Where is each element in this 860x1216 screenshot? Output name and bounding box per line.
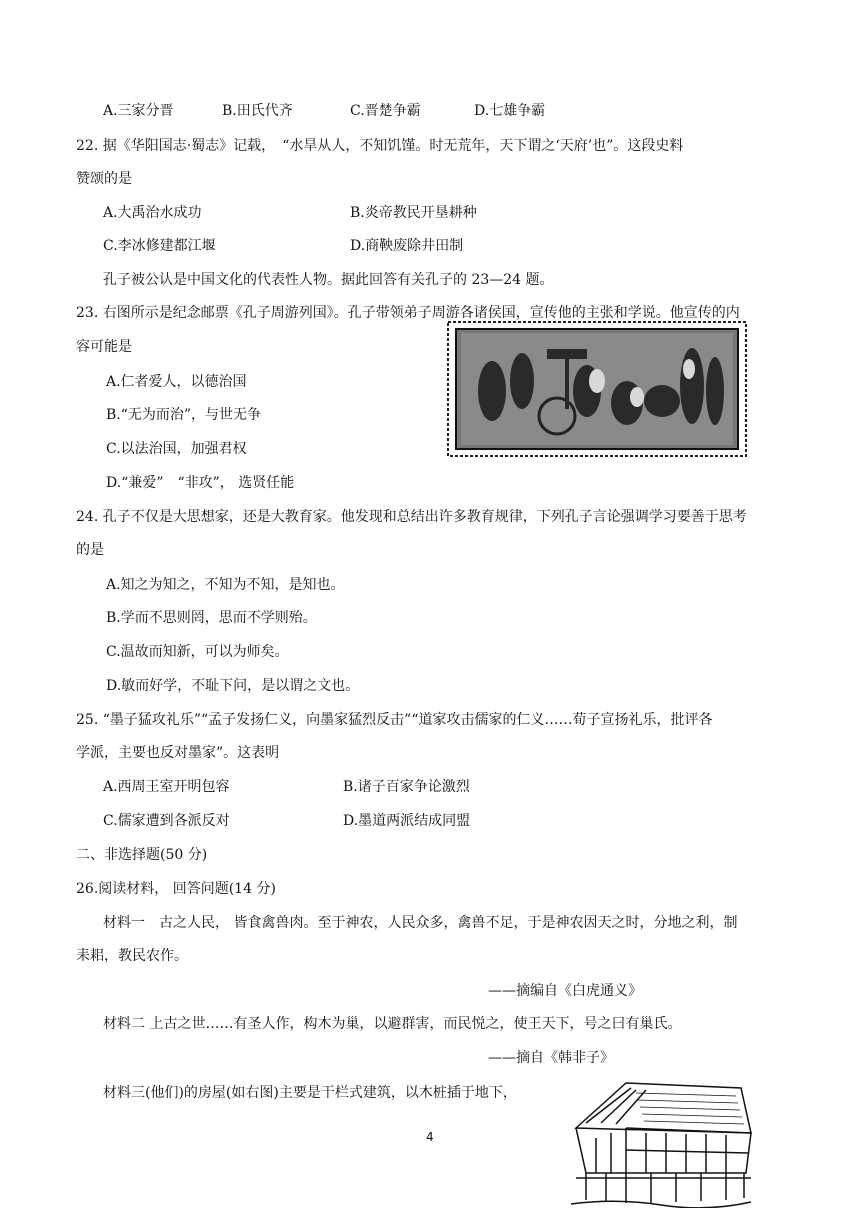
page-number: 4: [426, 1130, 434, 1144]
q26-material2-line1: 材料二 上古之世……有圣人作，构木为巢，以避群害，而民悦之，使王天下，号之曰有巢氏。: [103, 1016, 682, 1032]
q23-option-c: C.以法治国，加强君权: [106, 441, 247, 457]
q25-option-c: C.儒家遭到各派反对: [103, 813, 230, 829]
q26-material1-source: ——摘编自《白虎通义》: [488, 983, 642, 999]
q23-stem-line1: 23. 右图所示是纪念邮票《孔子周游列国》。孔子带领弟子周游各诸侯国，宣传他的主张和学说。他宣传的内: [76, 305, 740, 321]
q26-material2-source: ——摘自《韩非子》: [488, 1050, 614, 1066]
q24-option-a: A.知之为知之，不知为不知，是知也。: [106, 577, 345, 593]
q22-option-b: B.炎帝教民开垦耕种: [350, 205, 477, 221]
confucius-stamp-image: [447, 321, 747, 457]
q25-stem-line2: 学派，主要也反对墨家”。这表明: [76, 745, 280, 761]
q23-option-d: D.“兼爱” “非攻”， 选贤任能: [106, 475, 295, 491]
q26-title: 26.阅读材料， 回答问题(14 分): [76, 881, 276, 897]
q23-option-a: A.仁者爱人，以德治国: [106, 374, 247, 390]
q21-option-d: D.七雄争霸: [474, 103, 546, 119]
q23-stem-line2: 容可能是: [76, 339, 132, 355]
q26-material1-line2: 耒耜，教民农作。: [76, 948, 188, 964]
q24-option-d: D.敏而好学，不耻下问，是以谓之文也。: [106, 678, 360, 694]
q21-option-a: A.三家分晋: [103, 103, 174, 119]
stilt-house-image: [566, 1078, 756, 1208]
intro-23-24: 孔子被公认是中国文化的代表性人物。据此回答有关孔子的 23—24 题。: [103, 272, 554, 288]
q24-option-c: C.温故而知新，可以为师矣。: [106, 644, 289, 660]
q24-stem-line1: 24. 孔子不仅是大思想家，还是大教育家。他发现和总结出许多教育规律，下列孔子言论强调学习要善于思考: [76, 509, 747, 525]
q22-option-d: D.商鞅废除井田制: [350, 238, 464, 254]
q21-option-b: B.田氏代齐: [222, 103, 293, 119]
q25-option-d: D.墨道两派结成同盟: [343, 813, 471, 829]
q22-stem-line2: 赞颂的是: [76, 171, 132, 187]
q22-stem-line1: 22. 据《华阳国志·蜀志》记载， “水旱从人，不知饥馑。时无荒年，天下谓之‘天府’也”。这段史料: [76, 138, 684, 154]
q22-option-a: A.大禹治水成功: [103, 205, 202, 221]
q25-option-a: A.西周王室开明包容: [103, 779, 230, 795]
section2-title: 二、非选择题(50 分): [76, 847, 208, 863]
q23-option-b: B.“无为而治”，与世无争: [106, 407, 262, 423]
q25-stem-line1: 25. “墨子猛攻礼乐”“孟子发扬仁义，向墨家猛烈反击”“道家攻击儒家的仁义……荀子宣扬礼乐，批评各: [76, 712, 713, 728]
q26-material1-line1: 材料一 古之人民， 皆食禽兽肉。至于神农，人民众多，禽兽不足，于是神农因天之时，分地之利，制: [103, 915, 738, 931]
q24-stem-line2: 的是: [76, 542, 104, 558]
q24-option-b: B.学而不思则罔，思而不学则殆。: [106, 610, 317, 626]
q22-option-c: C.李冰修建都江堰: [103, 238, 216, 254]
q25-option-b: B.诸子百家争论激烈: [343, 779, 470, 795]
q21-option-c: C.晋楚争霸: [350, 103, 421, 119]
q26-material3-line1: 材料三(他们)的房屋(如右图)主要是干栏式建筑，以木桩插于地下，: [103, 1085, 517, 1101]
